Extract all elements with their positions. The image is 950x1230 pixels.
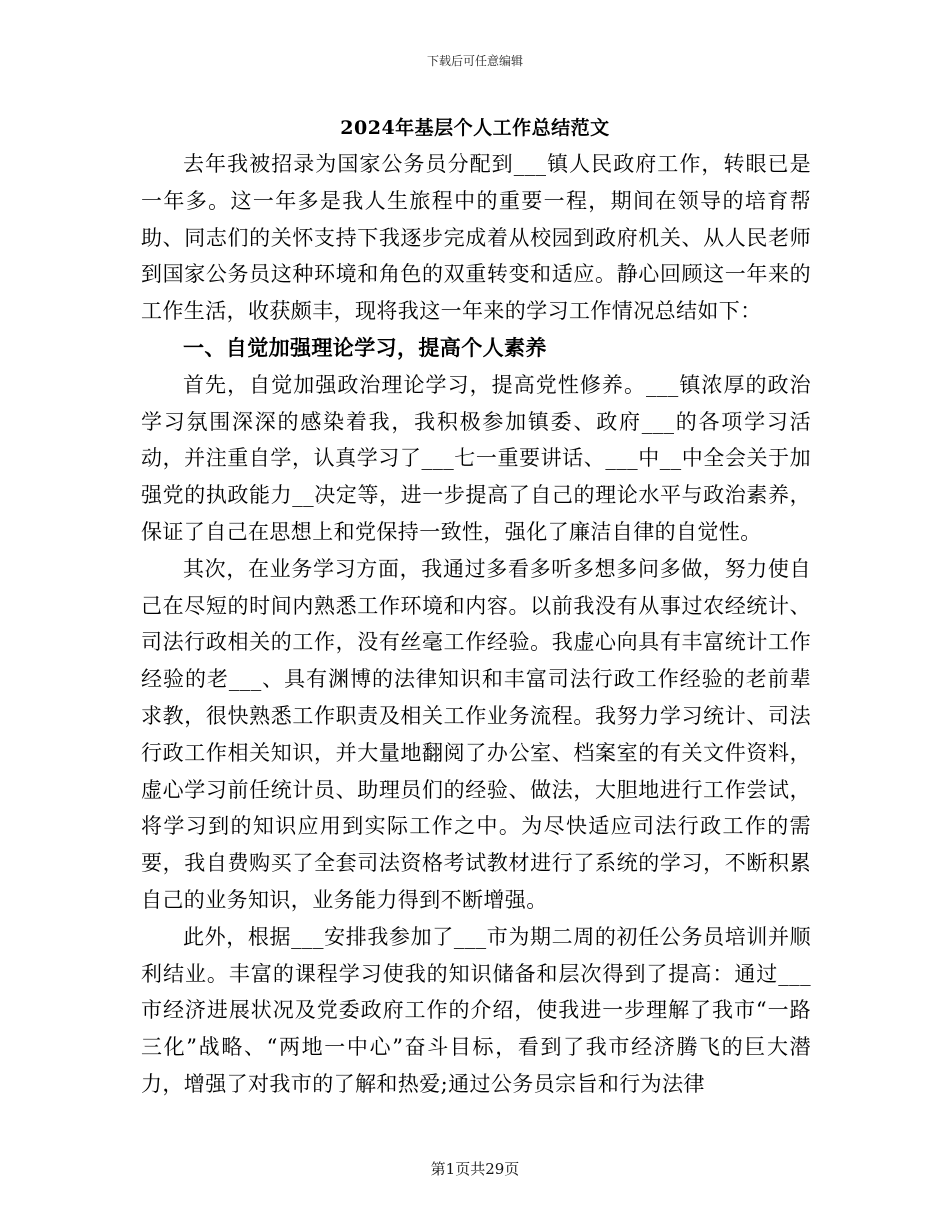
section-heading-1: 一、自觉加强理论学习，提高个人素养 (183, 334, 547, 360)
document-body (141, 146, 811, 1103)
paragraph-training: 此外，根据___安排我参加了___市为期二周的初任公务员培训并顺利结业。丰富的课程学习使我的知识储备和层次得到了提高：通过___市经济进展状况及党委政府工作的介绍，使我进一步理解了我市“一路三化”战略、“两地一中心”奋斗目标，看到了我市经济腾飞的巨大潜力，增强了对我市的了解和热爱;通过公务员宗旨和行为法律 (141, 924, 811, 1096)
paragraph-political-study: 首先，自觉加强政治理论学习，提高党性修养。___镇浓厚的政治学习氛围深深的感染着我，我积极参加镇委、政府___的各项学习活动，并注重自学，认真学习了___七一重要讲话、___中__中全会关于加强党的执政能力__决定等，进一步提高了自己的理论水平与政治素养，保证了自己在思想上和党保持一致性，强化了廉洁自律的自觉性。 (141, 372, 811, 544)
document-title: 2024年基层个人工作总结范文 (340, 117, 610, 139)
paragraph-business-study: 其次，在业务学习方面，我通过多看多听多想多问多做，努力使自己在尽短的时间内熟悉工作环境和内容。以前我没有从事过农经统计、司法行政相关的工作，没有丝毫工作经验。我虚心向具有丰富统计工作经验的老___、具有渊博的法律知识和丰富司法行政工作经验的老前辈求教，很快熟悉工作职责及相关工作业务流程。我努力学习统计、司法行政工作相关知识，并大量地翻阅了办公室、档案室的有关文件资料，虚心学习前任统计员、助理员们的经验、做法，大胆地进行工作尝试，将学习到的知识应用到实际工作之中。为尽快适应司法行政工作的需要，我自费购买了全套司法资格考试教材进行了系统的学习，不断积累自己的业务知识，业务能力得到不断增强。 (141, 556, 811, 912)
header-note: 下载后可任意编辑 (426, 54, 523, 68)
paragraph-intro: 去年我被招录为国家公务员分配到___镇人民政府工作，转眼已是一年多。这一年多是我人生旅程中的重要一程，期间在领导的培育帮助、同志们的关怀支持下我逐步完成着从校园到政府机关、从人民老师到国家公务员这种环境和角色的双重转变和适应。静心回顾这一年来的工作生活，收获颇丰，现将我这一年来的学习工作情况总结如下： (141, 152, 811, 324)
page-number: 第1页共29页 (430, 1160, 520, 1178)
